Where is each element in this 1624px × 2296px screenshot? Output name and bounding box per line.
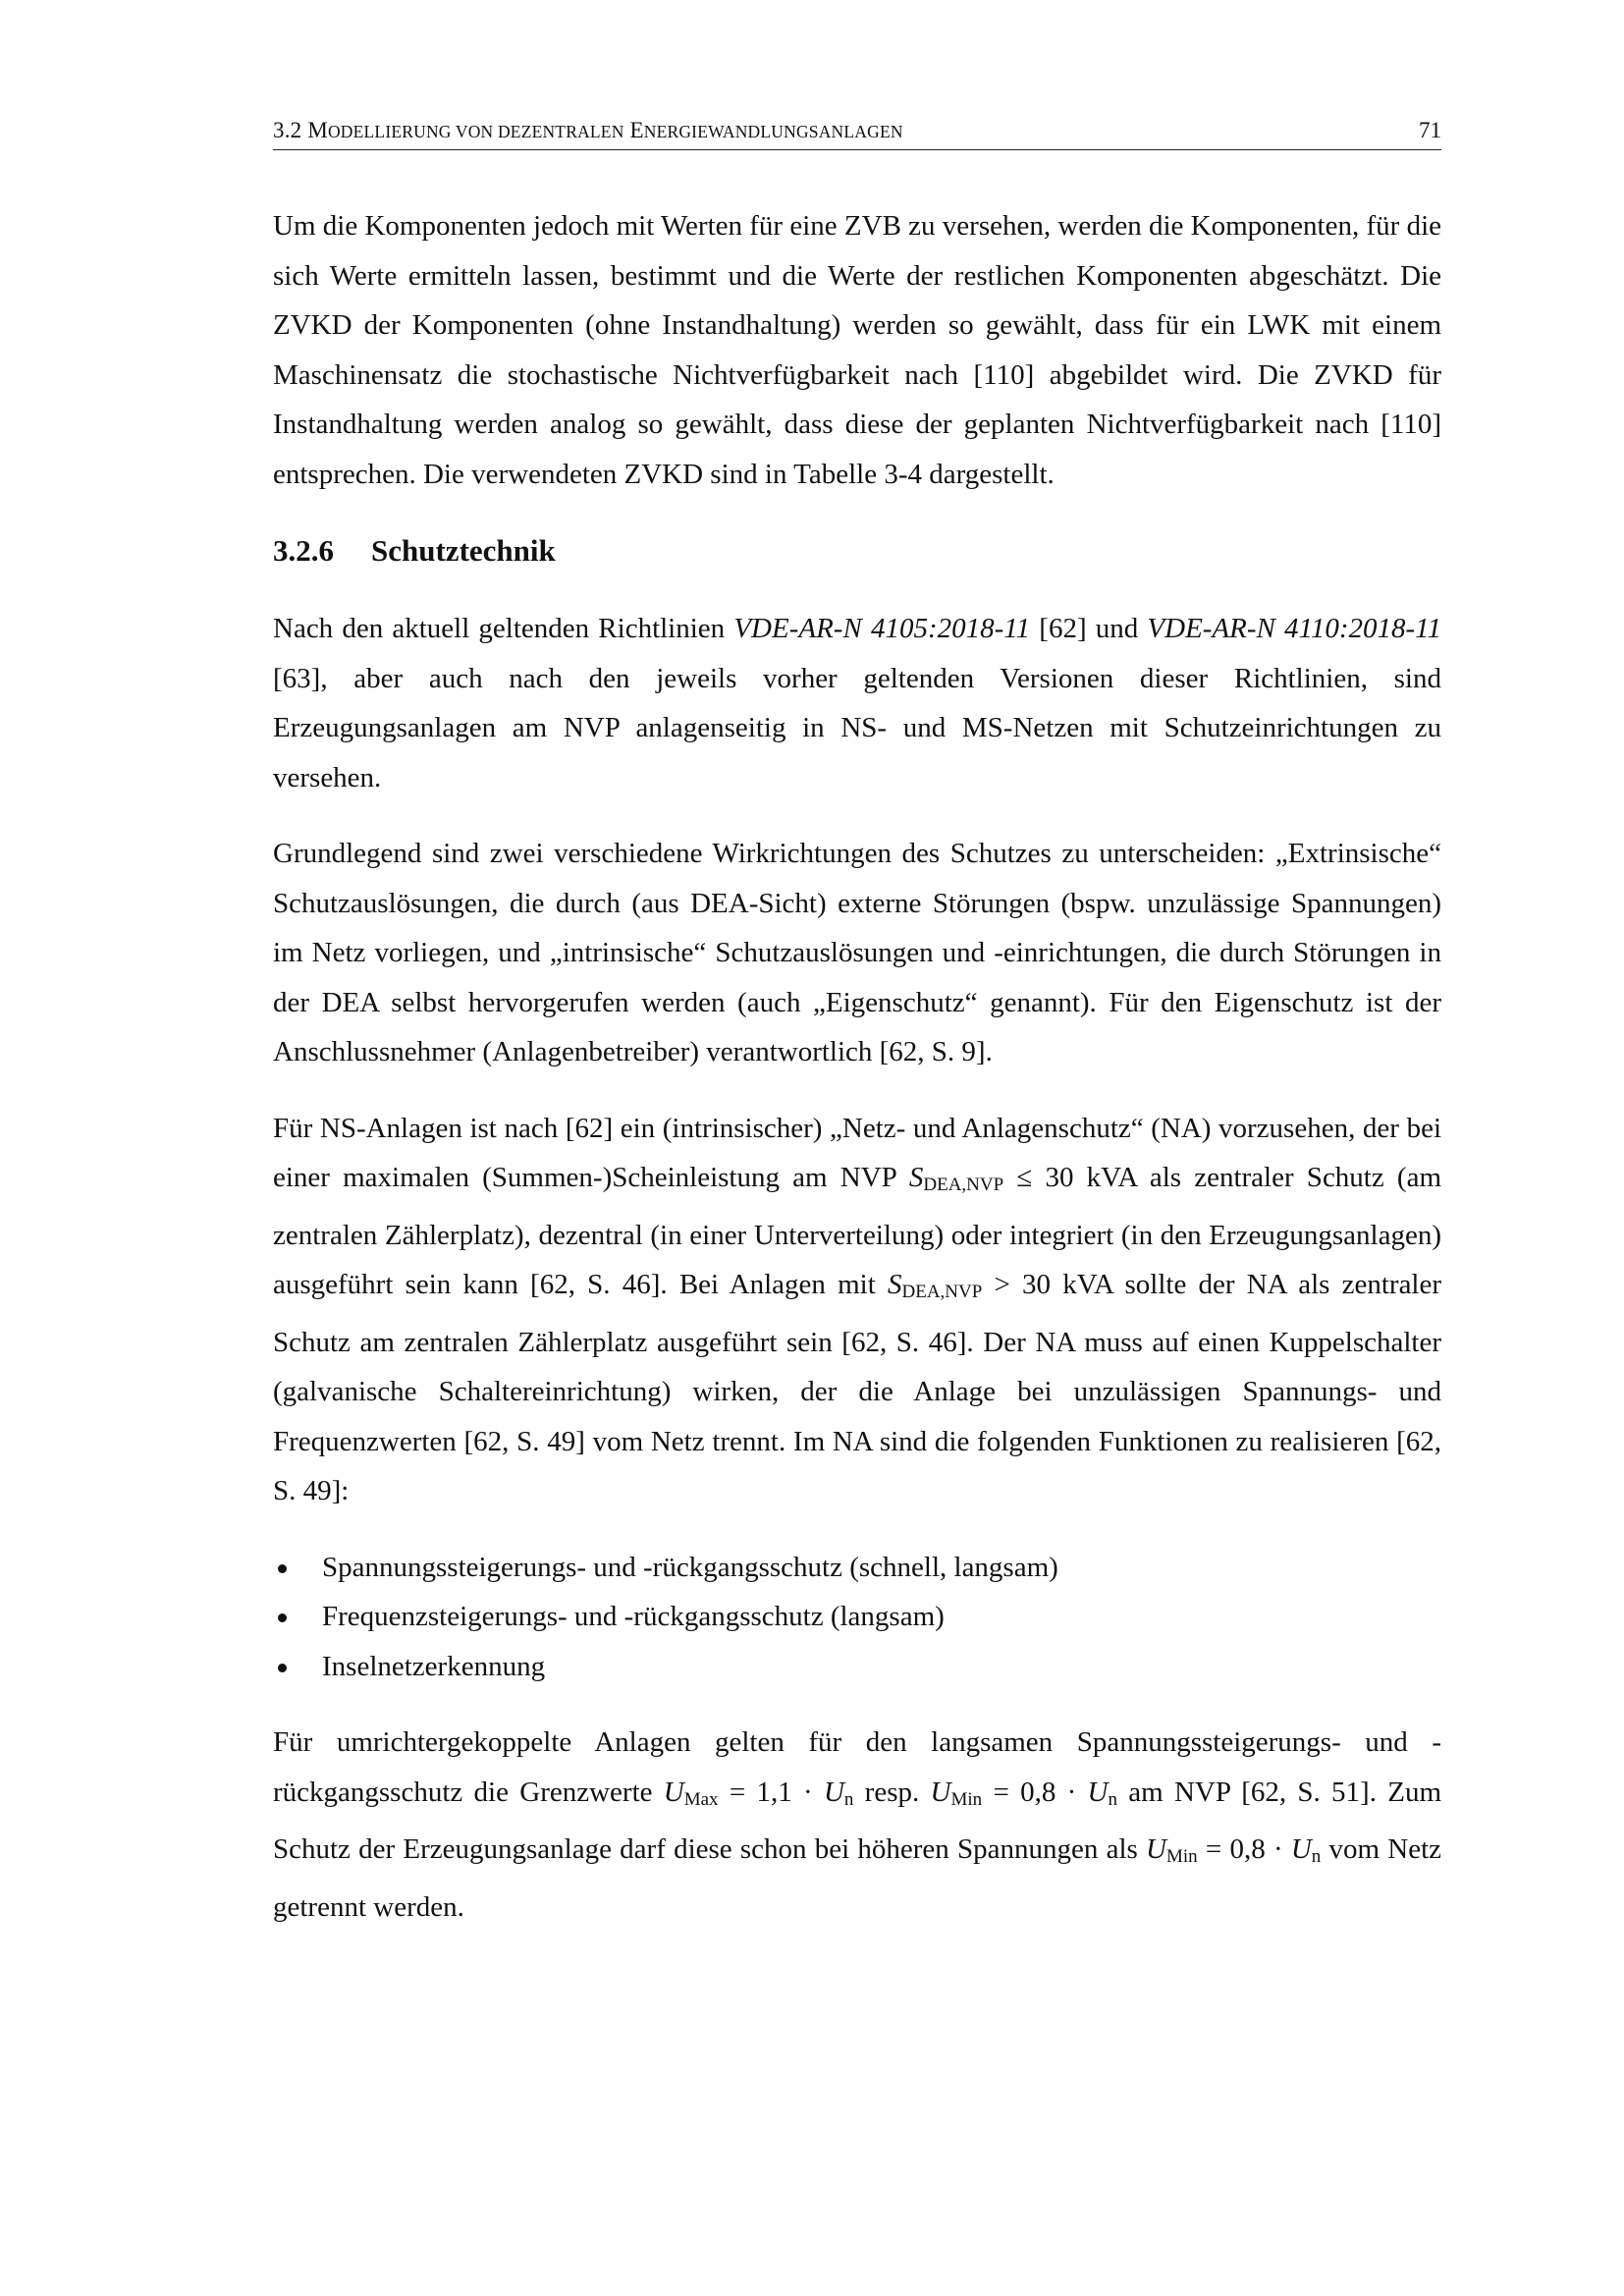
header-title: 3.2 MODELLIERUNG VON DEZENTRALEN ENERGIEWANDLUNGSANLAGEN [273, 118, 903, 142]
body-text [273, 201, 1441, 1932]
paragraph-na-protection: Für NS-Anlagen ist nach [62] ein (intrinsischer) „Netz- und Anlagenschutz“ (NA) vorzusehen, der bei einer maximalen (Summen-)Scheinleistung am NVP $S_{DEA,NVP} \le 30$ kVA als zentraler Schutz (am zentralen Zählerplatz), dezentral (in einer Unterverteilung) oder integriert (in den Erzeugungsanlagen) ausgeführt sein kann [62, S. 46]. Bei Anlagen mit $S_{DEA,NVP} > 30$ kVA sollte der NA als zentraler Schutz am zentralen Zählerplatz ausgeführt sein [62, S. 46]. Der NA muss auf einen Kuppelschalter (galvanische Schaltereinrichtung) wirken, der die Anlage bei unzulässigen Spannungs- und Frequenzwerten [62, S. 49] vom Netz trennt. Im NA sind die folgenden Funktionen zu realisieren [62, S. 49]: [273, 1112, 1442, 1506]
symbol-s: S [908, 1162, 924, 1193]
symbol-u: U [1087, 1776, 1109, 1808]
page-number: 71 [1419, 118, 1441, 142]
guideline-ref-4105: VDE-AR-N 4105:2018-11 [733, 613, 1031, 644]
paragraph-protection-directions: Grundlegend sind zwei verschiedene Wirkrichtungen des Schutzes zu unterscheiden: „Extrinsische“ Schutzauslösungen, die durch (aus DEA-Sicht) externe Störungen (bspw. unzulässige Spannungen) im Netz vorliegen, und „intrinsische“ Schutzauslösungen und -einrichtungen, die durch Störungen in der DEA selbst hervorgerufen werden (auch „Eigenschutz“ genannt). Für den Eigenschutz ist der Anschlussnehmer (Anlagenbetreiber) verantwortlich [62, S. 9]. [273, 838, 1441, 1067]
list-item: Spannungssteigerungs- und -rückgangsschutz (schnell, langsam) [273, 1543, 1441, 1593]
symbol-u: U [663, 1776, 684, 1808]
paragraph-guidelines: Nach den aktuell geltenden Richtlinien VDE-AR-N 4105:2018-11 [62] und VDE-AR-N 4110:2018-11 [63], aber auch nach den jeweils vorher geltenden Versionen dieser Richtlinien, sind Erzeugungsanlagen am NVP anlagenseitig in NS- und MS-Netzen mit Schutzeinrichtungen zu versehen. [273, 613, 1442, 793]
symbol-u: U [1290, 1833, 1312, 1865]
guideline-ref-4110: VDE-AR-N 4110:2018-11 [1147, 613, 1442, 644]
paragraph-limit-values: Für umrichtergekoppelte Anlagen gelten für den langsamen Spannungssteigerungs- und -rückgangsschutz die Grenzwerte $U_{Max} = 1,1 \cdot U_n$ resp. $U_{Min} = 0,8 \cdot U_n$ am NVP [62, S. 51]. Zum Schutz der Erzeugungsanlage darf diese schon bei höheren Spannungen als $U_{Min} = 0,8 \cdot U_n$ vom Netz getrennt werden. [273, 1726, 1442, 1923]
function-list [273, 1543, 1441, 1692]
running-header [273, 112, 1441, 150]
symbol-u: U [823, 1776, 844, 1808]
paragraph-zvkd: Um die Komponenten jedoch mit Werten für eine ZVB zu versehen, werden die Komponenten, für die sich Werte ermitteln lassen, bestimmt und die Werte der restlichen Komponenten abgeschätzt. Die ZVKD der Komponenten (ohne Instandhaltung) werden so gewählt, dass für ein LWK mit einem Maschinensatz die stochastische Nichtverfügbarkeit nach [110] abgebildet wird. Die ZVKD für Instandhaltung werden analog so gewählt, dass diese der geplanten Nichtverfügbarkeit nach [110] entsprechen. Die verwendeten ZVKD sind in Tabelle 3-4 dargestellt. [273, 210, 1441, 490]
list-item: Frequenzsteigerungs- und -rückgangsschutz (langsam) [273, 1592, 1441, 1642]
section-heading [273, 526, 1441, 575]
list-item: Inselnetzerkennung [273, 1642, 1441, 1692]
section-title: Schutztechnik [371, 533, 556, 568]
symbol-u: U [930, 1776, 951, 1808]
symbol-s: S [888, 1269, 902, 1300]
symbol-u: U [1146, 1833, 1166, 1865]
section-number: 3.2.6 [273, 533, 334, 568]
